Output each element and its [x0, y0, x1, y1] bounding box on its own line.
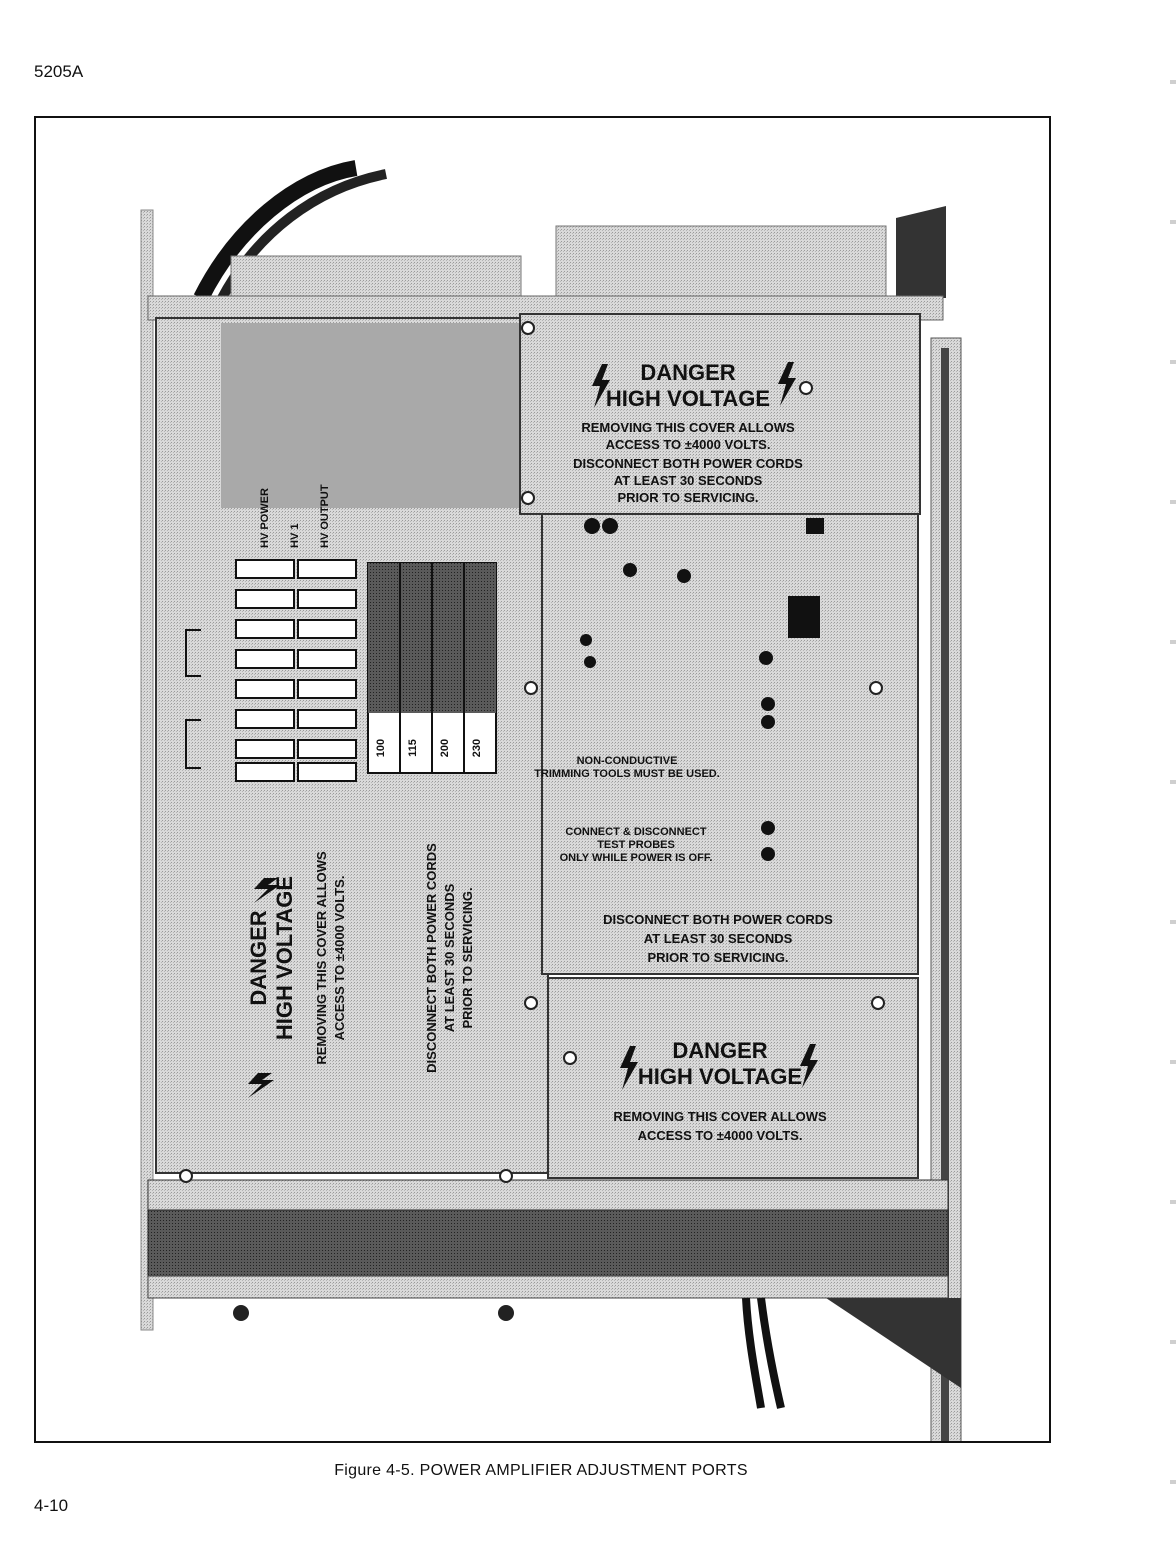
svg-text:NON-CONDUCTIVE: NON-CONDUCTIVE [576, 755, 678, 767]
adjustment-port [584, 656, 596, 668]
svg-text:AT LEAST 30 SECONDS: AT LEAST 30 SECONDS [442, 883, 457, 1033]
rear-enclosure [556, 226, 886, 296]
adjustment-port [759, 651, 773, 665]
table-value: 200 [439, 738, 451, 758]
svg-text:PRIOR TO SERVICING.: PRIOR TO SERVICING. [460, 887, 475, 1029]
svg-text:TRIMMING TOOLS MUST BE USED.: TRIMMING TOOLS MUST BE USED. [534, 768, 720, 780]
svg-text:CONNECT & DISCONNECT: CONNECT & DISCONNECT [565, 826, 707, 838]
test-point [602, 518, 618, 534]
svg-text:HIGH VOLTAGE: HIGH VOLTAGE [272, 875, 297, 1041]
table-value: 100 [375, 738, 387, 758]
figure-caption: Figure 4-5. POWER AMPLIFIER ADJUSTMENT PORTS [334, 1462, 748, 1479]
adjustment-port [580, 634, 592, 646]
left-cover-shadow [221, 323, 541, 508]
table-value: 230 [471, 738, 483, 758]
svg-text:ACCESS TO ±4000 VOLTS.: ACCESS TO ±4000 VOLTS. [332, 875, 347, 1041]
page-header: 5205A [34, 62, 84, 81]
svg-text:HIGH VOLTAGE: HIGH VOLTAGE [637, 1064, 803, 1089]
svg-text:DISCONNECT BOTH POWER CORDS: DISCONNECT BOTH POWER CORDS [603, 912, 833, 927]
svg-text:DISCONNECT BOTH POWER CORDS: DISCONNECT BOTH POWER CORDS [573, 456, 803, 471]
terminal-label: HV POWER [259, 488, 271, 548]
front-electronics [148, 1210, 948, 1280]
adjustment-port [623, 563, 637, 577]
svg-text:ACCESS TO ±4000 VOLTS.: ACCESS TO ±4000 VOLTS. [605, 437, 771, 452]
front-cable [761, 1298, 781, 1408]
adjustment-port [677, 569, 691, 583]
front-panel-strip [148, 1180, 948, 1210]
adjustment-port [761, 821, 775, 835]
front-cable [746, 1298, 761, 1408]
page-number: 4-10 [34, 1496, 69, 1515]
svg-text:AT LEAST 30 SECONDS: AT LEAST 30 SECONDS [613, 473, 763, 488]
front-bracket [826, 1298, 961, 1388]
svg-text:REMOVING THIS COVER ALLOWS: REMOVING THIS COVER ALLOWS [613, 1109, 827, 1124]
svg-text:ONLY WHILE POWER IS OFF.: ONLY WHILE POWER IS OFF. [559, 852, 713, 864]
test-point [761, 697, 775, 711]
svg-text:REMOVING THIS COVER ALLOWS: REMOVING THIS COVER ALLOWS [581, 420, 795, 435]
front-bottom-rail [148, 1276, 948, 1298]
adjustment-port [761, 847, 775, 861]
svg-text:DISCONNECT BOTH POWER CORDS: DISCONNECT BOTH POWER CORDS [424, 843, 439, 1073]
power-amplifier-photo [36, 118, 1049, 1441]
page-edge-marks [1170, 20, 1176, 1520]
current-probe-socket [788, 596, 820, 638]
rear-enclosure [231, 256, 521, 296]
test-point [806, 518, 824, 534]
adjustment-panel [542, 514, 918, 974]
table-value: 115 [407, 739, 419, 757]
svg-text:DANGER: DANGER [246, 910, 271, 1006]
svg-text:TEST PROBES: TEST PROBES [597, 839, 675, 851]
terminal-label: HV 1 [289, 523, 301, 548]
svg-text:HIGH VOLTAGE: HIGH VOLTAGE [605, 386, 771, 411]
svg-text:ACCESS TO ±4000 VOLTS.: ACCESS TO ±4000 VOLTS. [637, 1128, 803, 1143]
svg-text:PRIOR TO SERVICING.: PRIOR TO SERVICING. [617, 490, 759, 505]
terminal-label: HV OUTPUT [319, 484, 331, 548]
svg-text:PRIOR TO SERVICING.: PRIOR TO SERVICING. [647, 950, 789, 965]
svg-text:REMOVING THIS COVER ALLOWS: REMOVING THIS COVER ALLOWS [314, 851, 329, 1065]
test-point [761, 715, 775, 729]
test-point [584, 518, 600, 534]
svg-text:DANGER: DANGER [672, 1038, 768, 1063]
figure-frame [34, 116, 1051, 1443]
svg-text:AT LEAST 30 SECONDS: AT LEAST 30 SECONDS [643, 931, 793, 946]
rear-bracket [896, 206, 946, 298]
chassis-left-rail [141, 210, 153, 1330]
line-voltage-table [368, 563, 496, 773]
svg-text:DANGER: DANGER [640, 360, 736, 385]
